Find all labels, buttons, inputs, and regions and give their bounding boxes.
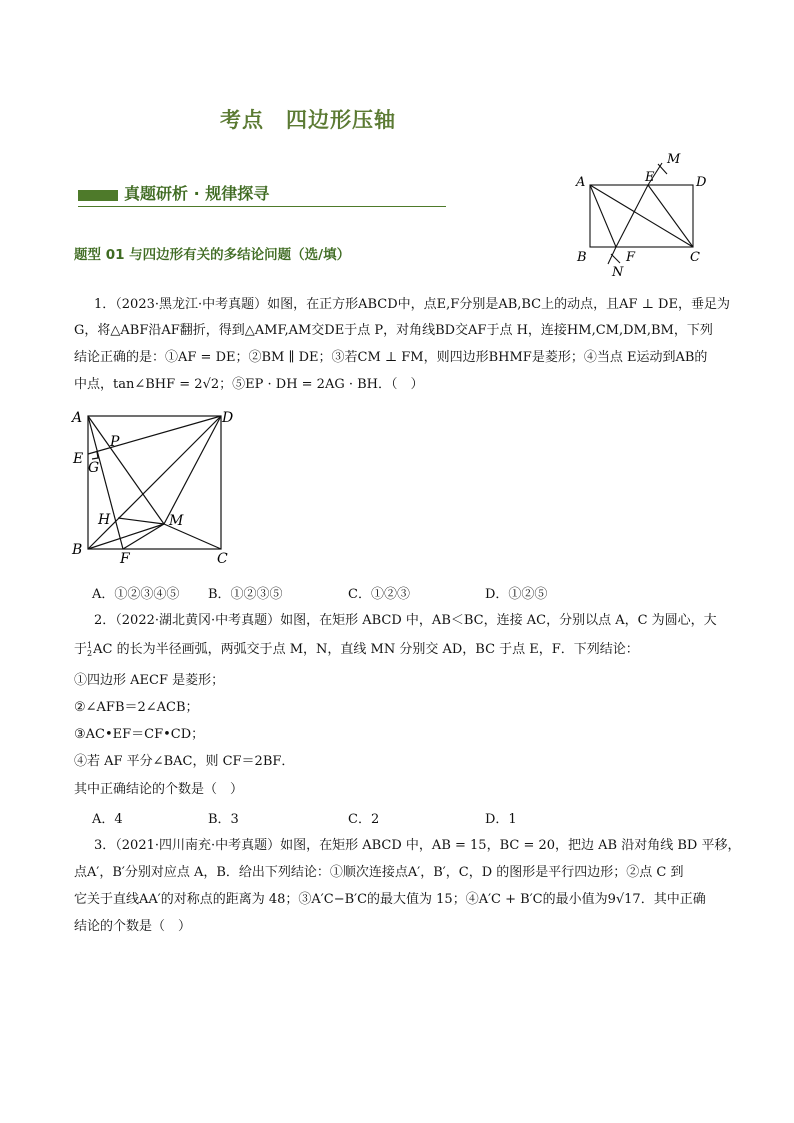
q1-line-4: 中点，tan∠BHF = 2√2；⑤EP · DH = 2AG · BH．（ ）	[74, 377, 424, 392]
section-bar	[78, 190, 118, 201]
q2-conclusion-2: ②∠AFB＝2∠ACB；	[74, 700, 199, 715]
q1-option-b: B．①②③⑤	[208, 587, 283, 602]
q2-arc-m	[658, 164, 667, 174]
q1-option-a: A．①②③④⑤	[92, 587, 180, 602]
q2-option-a: A．4	[92, 812, 123, 827]
q2-line-1: 2．（2022·湖北黄冈·中考真题）如图，在矩形 ABCD 中，AB＜BC，连接 AC，分别以点 A，C 为圆心，大	[94, 613, 717, 628]
q1-label-g: G	[88, 460, 100, 476]
q1-line-bd	[88, 416, 221, 549]
q1-line-2: G，将△ABF沿AF翻折，得到△AMF,AM交DE于点 P，对角线BD交AF于点 H，连接HM,CM,DM,BM，下列	[74, 323, 713, 338]
q2-conclusion-3: ③AC•EF＝CF•CD；	[74, 727, 205, 742]
q2-label-m: M	[667, 152, 681, 167]
q1-line-1: 1．（2023·黑龙江·中考真题）如图，在正方形ABCD中，点E,F分别是AB,BC上的动点，且AF ⊥ DE，垂足为	[94, 297, 730, 312]
q1-label-m: M	[169, 513, 184, 529]
page-title: 考点 四边形压轴	[220, 108, 396, 132]
q1-line-fm	[123, 524, 164, 549]
q2-label-f: F	[626, 250, 636, 265]
q2-frac-den: 2	[87, 648, 93, 658]
q1-line-dm	[164, 416, 221, 524]
q1-line-3: 结论正确的是：①AF = DE；②BM ∥ DE；③若CM ⊥ FM，则四边形BHMF是菱形；④当点 E运动到AB的	[74, 350, 708, 365]
q1-line-am	[88, 416, 164, 524]
q2-line-2-pre: 于	[74, 642, 88, 657]
q1-line-hm	[118, 518, 164, 524]
q2-line-2-post: AC 的长为半径画弧，两弧交于点 M，N，直线 MN 分别交 AD，BC 于点 E，F．下列结论：	[93, 642, 639, 657]
q2-line-ef	[616, 185, 648, 247]
q3-line-1: 3．（2021·四川南充·中考真题）如图，在矩形 ABCD 中，AB = 15，BC = 20，把边 AB 沿对角线 BD 平移，	[94, 838, 741, 853]
q1-label-d: D	[222, 410, 234, 426]
q2-fraction	[87, 642, 92, 658]
q2-conclusion-4: ④若 AF 平分∠BAC，则 CF＝2BF．	[74, 754, 295, 769]
q2-label-a: A	[576, 175, 586, 190]
q2-arc-n	[611, 254, 620, 263]
q2-line-ec	[648, 185, 693, 247]
q2-label-n: N	[612, 265, 624, 280]
type-heading: 题型 01 与四边形有关的多结论问题（选/填）	[74, 247, 351, 263]
q1-line-ed	[88, 416, 221, 454]
q1-figure	[70, 402, 240, 572]
q1-label-p: P	[110, 434, 120, 450]
q1-label-f: F	[120, 551, 130, 567]
q1-label-h: H	[98, 512, 111, 528]
q2-frac-num: 1	[87, 640, 93, 650]
q2-figure	[570, 148, 710, 283]
q2-conclusion-1: ①四边形 AECF 是菱形；	[74, 673, 225, 688]
q2-label-e: E	[645, 170, 655, 185]
q1-option-c: C．①②③	[348, 587, 410, 602]
q2-label-c: C	[690, 250, 700, 265]
q1-label-b: B	[72, 542, 83, 558]
q2-line-2	[74, 641, 639, 658]
q2-label-b: B	[577, 250, 587, 265]
q3-line-3: 它关于直线AA′的对称点的距离为 48；③A′C−B′C的最大值为 15；④A′C + B′C的最小值为9√17．其中正确	[74, 892, 706, 907]
section-title: 真题研析 · 规律探寻	[124, 184, 270, 203]
q3-line-4: 结论的个数是（ ）	[74, 919, 192, 934]
q2-option-b: B．3	[208, 812, 239, 827]
q1-label-a: A	[72, 410, 83, 426]
q3-line-2: 点A′，B′分别对应点 A，B．给出下列结论：①顺次连接点A′，B′，C，D 的图形是平行四边形；②点 C 到	[74, 865, 684, 880]
q2-line-af	[590, 185, 616, 247]
q2-option-c: C．2	[348, 812, 380, 827]
q2-diagonal-ac	[590, 185, 693, 247]
q2-ask: 其中正确结论的个数是（ ）	[74, 782, 244, 797]
q2-label-d: D	[696, 175, 707, 190]
q1-label-e: E	[73, 451, 84, 467]
q2-option-d: D．1	[485, 812, 517, 827]
section-underline	[78, 206, 446, 207]
q1-option-d: D．①②⑤	[485, 587, 548, 602]
q1-label-c: C	[217, 551, 228, 567]
